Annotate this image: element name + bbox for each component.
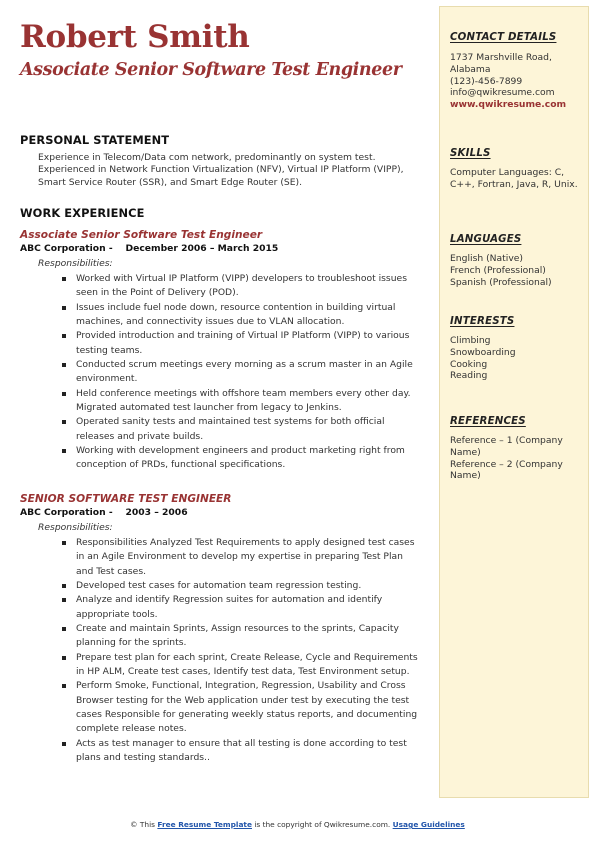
personal-statement-heading: PERSONAL STATEMENT (20, 133, 170, 147)
interests-list (450, 335, 582, 382)
responsibilities-list (56, 536, 420, 766)
list-item: French (Professional) (450, 264, 546, 276)
resume-header (20, 18, 424, 82)
references-list (450, 435, 582, 482)
contact-website-link[interactable]: www.qwikresume.com (450, 99, 567, 111)
contact-heading: CONTACT DETAILS (450, 32, 557, 43)
contact-phone[interactable]: (123)-456-7899 (450, 75, 523, 87)
list-item: Acts as test manager to ensure that all testing is done according to test plans and testing standards.. (56, 737, 420, 766)
list-item: Climbing (450, 335, 491, 346)
job-title: SENIOR SOFTWARE TEST ENGINEER (20, 493, 232, 505)
footer-prefix: © This (130, 820, 158, 829)
responsibilities-label: Responsibilities: (38, 522, 113, 533)
job-entry (20, 492, 420, 766)
work-experience-heading: WORK EXPERIENCE (20, 206, 145, 220)
skills-heading: SKILLS (450, 148, 491, 159)
responsibilities-label: Responsibilities: (38, 258, 113, 269)
list-item: English (Native) (450, 253, 524, 264)
list-item: Analyze and identify Regression suites for automation and identify appropriate tools. (56, 593, 420, 622)
interests-heading: INTERESTS (450, 316, 515, 327)
list-item: Working with development engineers and product marketing right from conception of PRDs, functional specifications. (56, 444, 420, 473)
list-item: Prepare test plan for each sprint, Create Release, Cycle and Requirements in HP ALM, Create test cases, Identify test data, Test Environment setup. (56, 651, 420, 680)
job-entry (20, 228, 420, 473)
languages-heading: LANGUAGES (450, 234, 522, 245)
contact-section (450, 31, 582, 111)
list-item: Spanish (Professional) (450, 276, 552, 288)
job-company-dates: ABC Corporation - December 2006 – March 2015 (20, 243, 279, 254)
interests-section (450, 315, 582, 382)
list-item: Perform Smoke, Functional, Integration, Regression, Usability and Cross Browser testing for the Web application under test by executing the test cases Responsible for generating weekly status reports, and documenting complete release notes. (56, 679, 420, 736)
free-resume-template-link[interactable]: Free Resume Template (157, 820, 252, 829)
list-item: Held conference meetings with offshore team members every other day. Migrated automated test launcher from legacy to Jenkins. (56, 387, 420, 416)
languages-section (450, 233, 582, 288)
references-section (450, 415, 582, 482)
job-company-dates: ABC Corporation - 2003 – 2006 (20, 507, 188, 518)
footer-middle: is the copyright of Qwikresume.com. (251, 820, 393, 829)
usage-guidelines-link[interactable]: Usage Guidelines (392, 820, 465, 829)
sidebar (439, 6, 589, 798)
contact-email[interactable]: info@qwikresume.com (450, 87, 555, 99)
list-item: Create and maintain Sprints, Assign resources to the sprints, Capacity planning for the sprints. (56, 622, 420, 651)
references-heading: REFERENCES (450, 416, 526, 427)
personal-statement-text: Experience in Telecom/Data com network, predominantly on system test. Experienced in Network Function Virtualization (NFV), Virtual IP Platform (VIPP), Smart Service Router (SSR), and Smart Edge Router (SE). (38, 152, 404, 188)
skills-text: Computer Languages: C, C++, Fortran, Java, R, Unix. (450, 167, 578, 190)
languages-list (450, 253, 582, 288)
contact-address: 1737 Marshville Road, Alabama (450, 52, 552, 75)
list-item: Cooking (450, 358, 488, 370)
candidate-name: Robert Smith (20, 19, 250, 55)
list-item: Reference – 2 (Company Name) (450, 458, 563, 482)
list-item: Provided introduction and training of Virtual IP Platform (VIPP) to various testing teams. (56, 329, 420, 358)
responsibilities-list (56, 272, 420, 473)
job-title: Associate Senior Software Test Engineer (20, 229, 263, 241)
list-item: Operated sanity tests and maintained test systems for both official releases and private builds. (56, 415, 420, 444)
skills-section (450, 147, 582, 191)
list-item: Issues include fuel node down, resource contention in building virtual machines, and connectivity issues due to VLAN allocation. (56, 301, 420, 330)
list-item: Worked with Virtual IP Platform (VIPP) developers to troubleshoot issues seen in the Point of Delivery (POD). (56, 272, 420, 301)
list-item: Reading (450, 370, 488, 382)
list-item: Snowboarding (450, 346, 516, 358)
candidate-title: Associate Senior Software Test Engineer (20, 60, 402, 80)
list-item: Conducted scrum meetings every morning as a scrum master in an Agile environment. (56, 358, 420, 387)
list-item: Responsibilities Analyzed Test Requirements to apply designed test cases in an Agile Environment to develop my expertise in preparing Test Plan and Test cases. (56, 536, 420, 579)
footer (0, 820, 595, 829)
list-item: Developed test cases for automation team regression testing. (56, 579, 420, 593)
list-item: Reference – 1 (Company Name) (450, 435, 563, 458)
